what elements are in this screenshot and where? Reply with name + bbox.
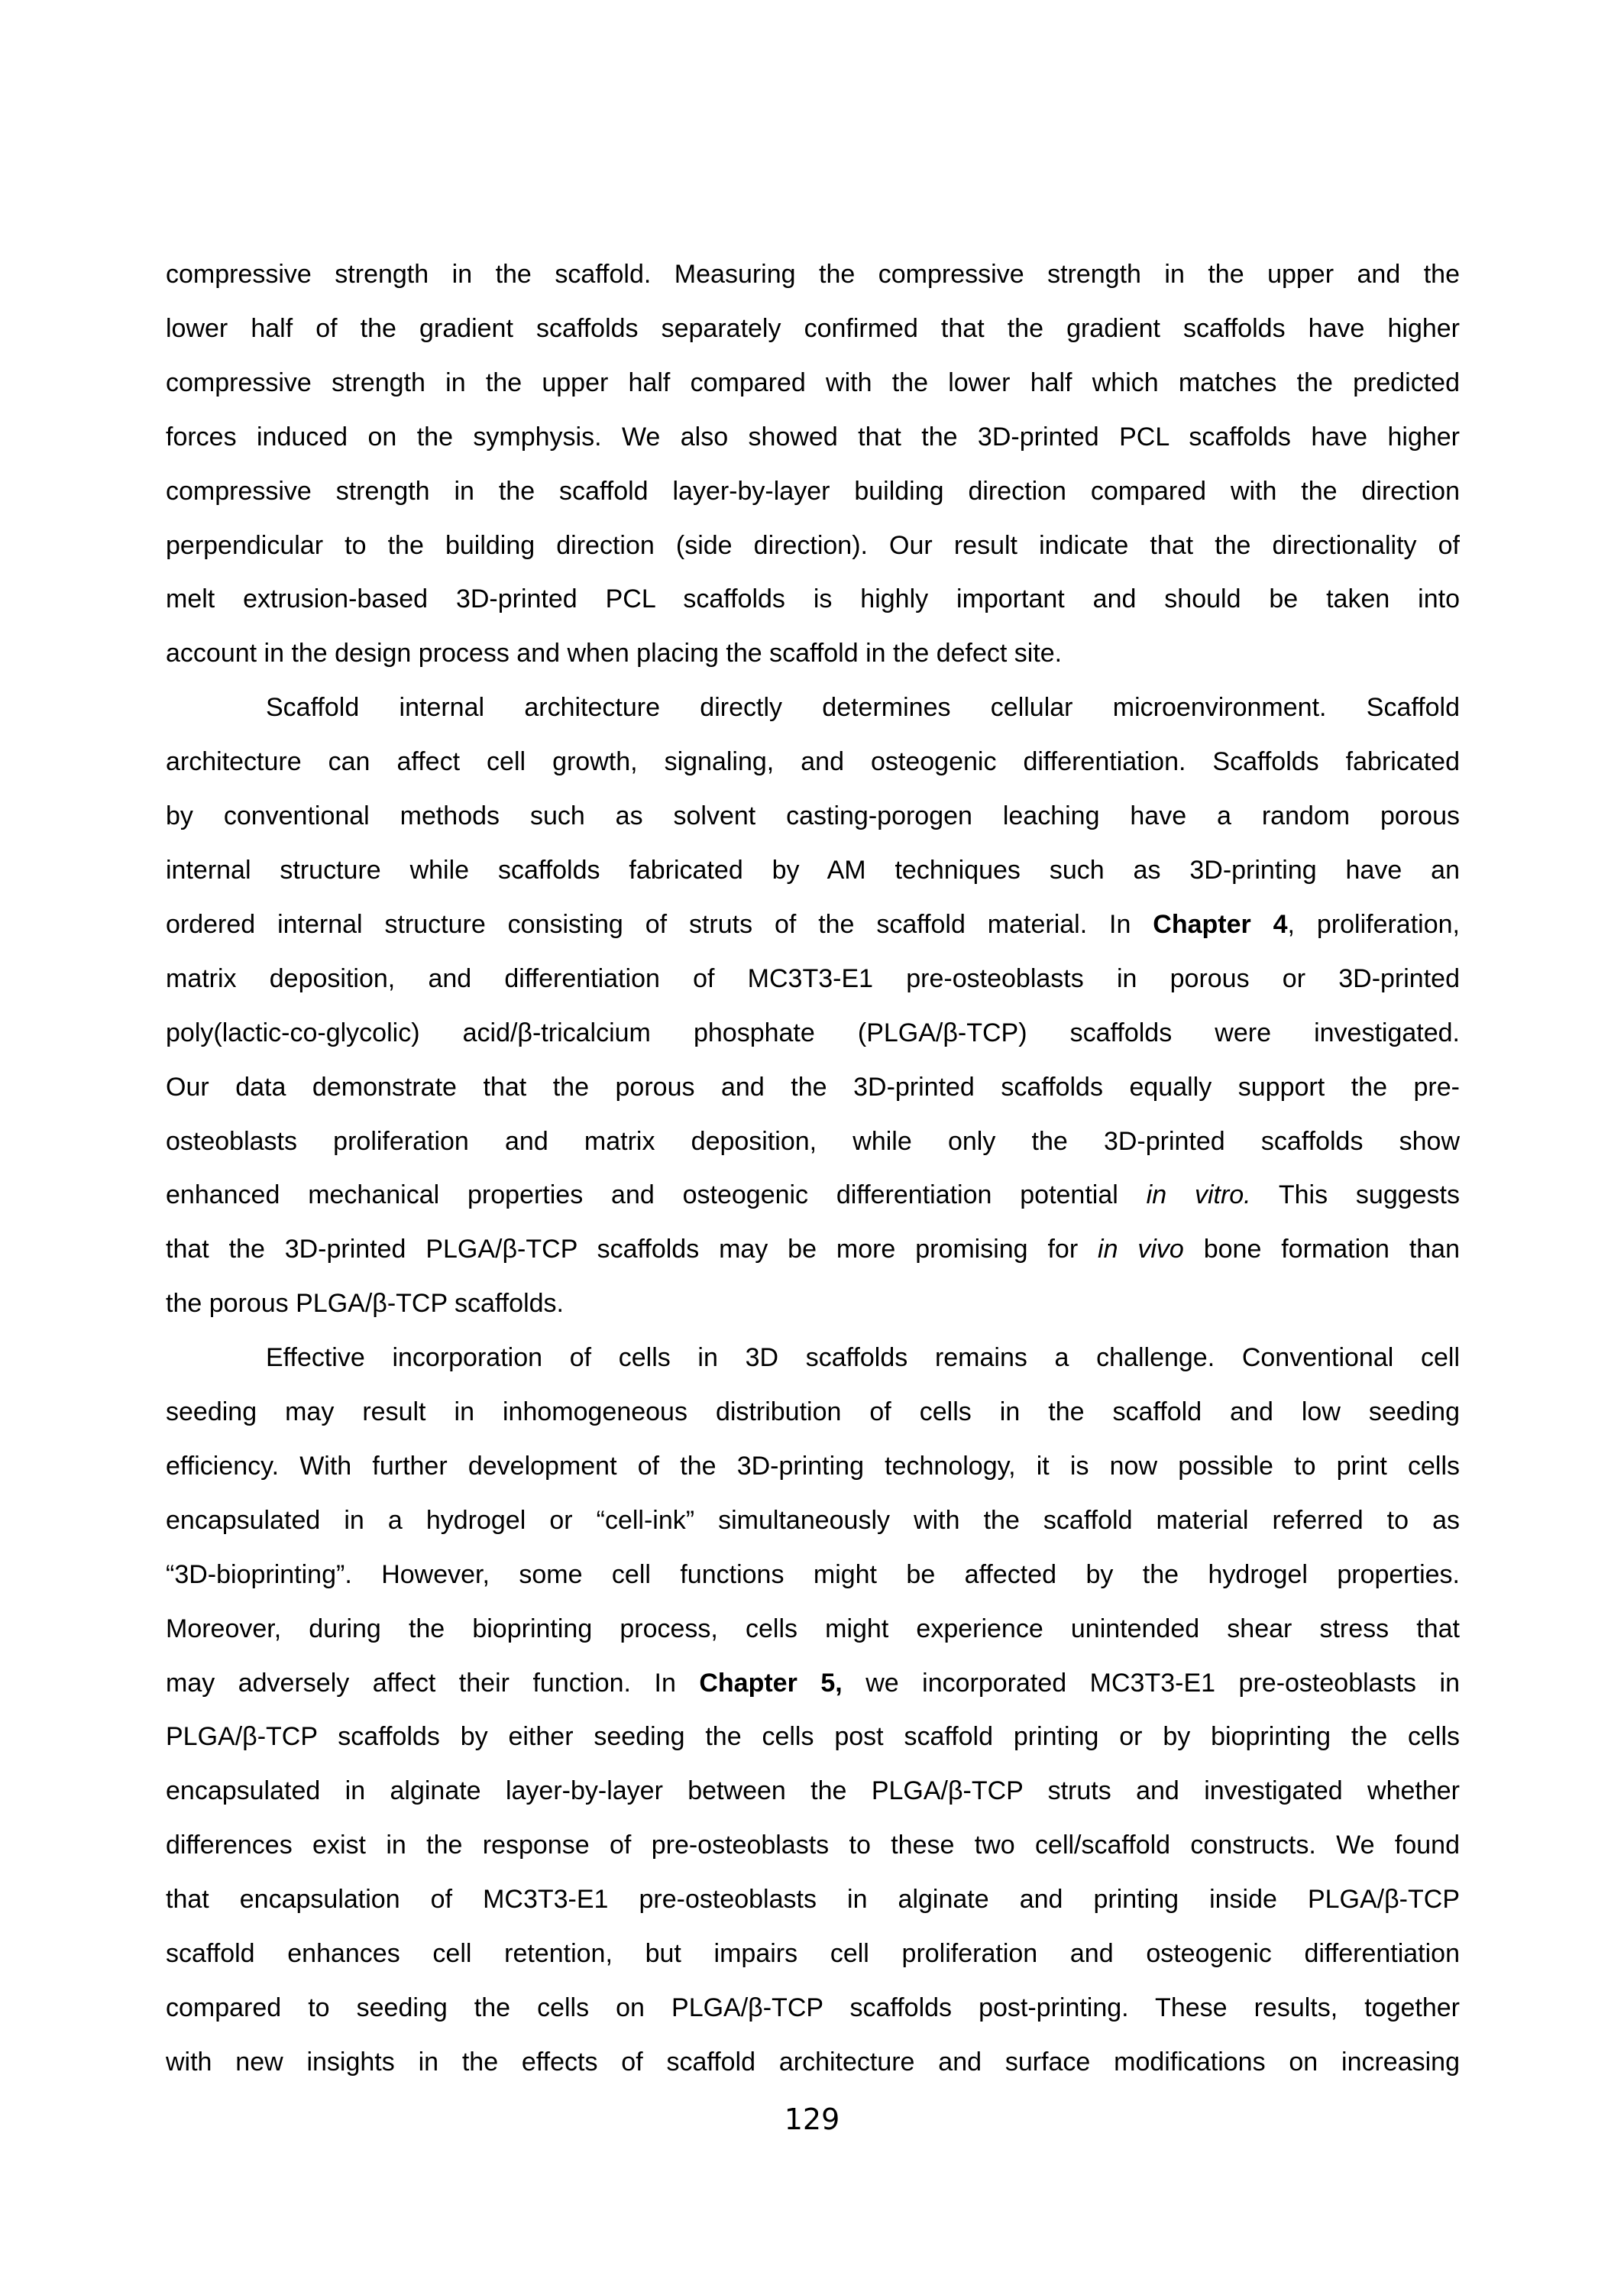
text-line	[166, 1115, 1460, 1169]
text-line	[166, 1439, 1460, 1494]
body-text: with new insights in the effects of scaffold architecture and surface modifications on increasing	[166, 2047, 1460, 2077]
body-text: PLGA/β-TCP scaffolds by either seeding the cells post scaffold printing or by bioprinting the cells	[166, 1722, 1460, 1752]
text-line	[166, 843, 1460, 898]
text-line	[166, 2035, 1460, 2090]
body-text: enhanced mechanical properties and osteogenic differentiation potential	[166, 1180, 1147, 1210]
body-text: , proliferation,	[1287, 909, 1460, 939]
text-line	[166, 572, 1460, 626]
body-text: This suggests	[1250, 1180, 1460, 1210]
text-line	[166, 1494, 1460, 1548]
body-text: the porous PLGA/β-TCP scaffolds.	[166, 1289, 564, 1319]
body-text: internal structure while scaffolds fabricated by AM techniques such as 3D-printing have an	[166, 855, 1460, 885]
text-line	[166, 1818, 1460, 1873]
text-line	[166, 519, 1460, 573]
body-text: lower half of the gradient scaffolds separately confirmed that the gradient scaffolds have higher	[166, 313, 1460, 343]
text-line	[166, 248, 1460, 302]
text-line	[166, 1548, 1460, 1602]
body-text: Effective incorporation of cells in 3D scaffolds remains a challenge. Conventional cell	[266, 1343, 1460, 1373]
text-line	[166, 1927, 1460, 1981]
body-text: Our data demonstrate that the porous and the 3D-printed scaffolds equally support the pre-	[166, 1072, 1460, 1102]
text-line	[166, 898, 1460, 952]
text-line	[166, 1710, 1460, 1764]
italic-text: in vitro.	[1146, 1180, 1251, 1210]
text-line	[166, 465, 1460, 519]
body-text: bone formation than	[1183, 1235, 1461, 1264]
body-text: perpendicular to the building direction (side direction). Our result indicate that the directionality of	[166, 530, 1460, 560]
body-text: we incorporated MC3T3-E1 pre-osteoblasts in	[842, 1668, 1460, 1698]
body-text: poly(lactic-co-glycolic) acid/β-tricalcium phosphate (PLGA/β-TCP) scaffolds were investigated.	[166, 1018, 1460, 1047]
body-text: compressive strength in the scaffold layer-by-layer building direction compared with the direction	[166, 476, 1460, 506]
body-text: by conventional methods such as solvent casting-porogen leaching have a random porous	[166, 801, 1460, 831]
text-line	[166, 1331, 1460, 1385]
text-line	[166, 952, 1460, 1006]
body-text: compressive strength in the upper half compared with the lower half which matches the predicted	[166, 367, 1460, 397]
text-line	[166, 1222, 1460, 1277]
bold-text: Chapter 4	[1153, 909, 1288, 939]
paragraph	[166, 681, 1460, 1331]
body-text: that encapsulation of MC3T3-E1 pre-osteoblasts in alginate and printing inside PLGA/β-TCP	[166, 1885, 1460, 1915]
body-text: forces induced on the symphysis. We also showed that the 3D-printed PCL scaffolds have higher	[166, 422, 1460, 452]
text-line	[166, 1981, 1460, 2035]
text-line	[166, 1385, 1460, 1439]
body-text: may adversely affect their function. In	[166, 1668, 700, 1698]
body-text: account in the design process and when placing the scaffold in the defect site.	[166, 639, 1063, 668]
body-text: Moreover, during the bioprinting process, cells might experience unintended shear stress that	[166, 1614, 1460, 1643]
text-line	[166, 356, 1460, 410]
text-line	[166, 1602, 1460, 1656]
page-number: 129	[784, 2103, 840, 2136]
body-text: “3D-bioprinting”. However, some cell functions might be affected by the hydrogel properties.	[166, 1559, 1460, 1589]
body-text: Scaffold internal architecture directly determines cellular microenvironment. Scaffold	[266, 693, 1460, 723]
body-text: ordered internal structure consisting of struts of the scaffold material. In	[166, 909, 1153, 939]
body-text: encapsulated in alginate layer-by-layer between the PLGA/β-TCP struts and investigated whether	[166, 1776, 1460, 1806]
text-line	[166, 735, 1460, 789]
text-line	[166, 302, 1460, 356]
paragraph	[166, 1331, 1460, 2090]
text-line	[166, 410, 1460, 465]
body-text: architecture can affect cell growth, signaling, and osteogenic differentiation. Scaffolds fabricated	[166, 747, 1460, 777]
text-line	[166, 1168, 1460, 1222]
text-line	[166, 1277, 1460, 1331]
text-line	[166, 1764, 1460, 1818]
text-line	[166, 1873, 1460, 1927]
text-line	[166, 789, 1460, 843]
body-text: osteoblasts proliferation and matrix deposition, while only the 3D-printed scaffolds show	[166, 1126, 1460, 1156]
bold-text: Chapter 5,	[699, 1668, 843, 1698]
italic-text: in vivo	[1098, 1235, 1184, 1264]
text-line	[166, 1656, 1460, 1711]
text-line	[166, 1006, 1460, 1060]
body-text: seeding may result in inhomogeneous distribution of cells in the scaffold and low seeding	[166, 1397, 1460, 1427]
body-text: matrix deposition, and differentiation of MC3T3-E1 pre-osteoblasts in porous or 3D-printed	[166, 963, 1460, 993]
body-text: compared to seeding the cells on PLGA/β-TCP scaffolds post-printing. These results, together	[166, 1993, 1460, 2022]
body-text: encapsulated in a hydrogel or “cell-ink” simultaneously with the scaffold material referred to as	[166, 1505, 1460, 1535]
text-line	[166, 626, 1460, 681]
body-text: scaffold enhances cell retention, but impairs cell proliferation and osteogenic differentiation	[166, 1939, 1460, 1969]
text-line	[166, 681, 1460, 735]
body-text: compressive strength in the scaffold. Measuring the compressive strength in the upper and the	[166, 260, 1460, 289]
text-line	[166, 1060, 1460, 1115]
body-text: efficiency. With further development of the 3D-printing technology, it is now possible to print cells	[166, 1451, 1460, 1481]
paragraph	[166, 248, 1460, 681]
body-text: differences exist in the response of pre-osteoblasts to these two cell/scaffold constructs. We found	[166, 1831, 1460, 1860]
body-text: melt extrusion-based 3D-printed PCL scaffolds is highly important and should be taken into	[166, 584, 1460, 614]
body-text: that the 3D-printed PLGA/β-TCP scaffolds may be more promising for	[166, 1235, 1098, 1264]
text-block	[166, 248, 1460, 2090]
